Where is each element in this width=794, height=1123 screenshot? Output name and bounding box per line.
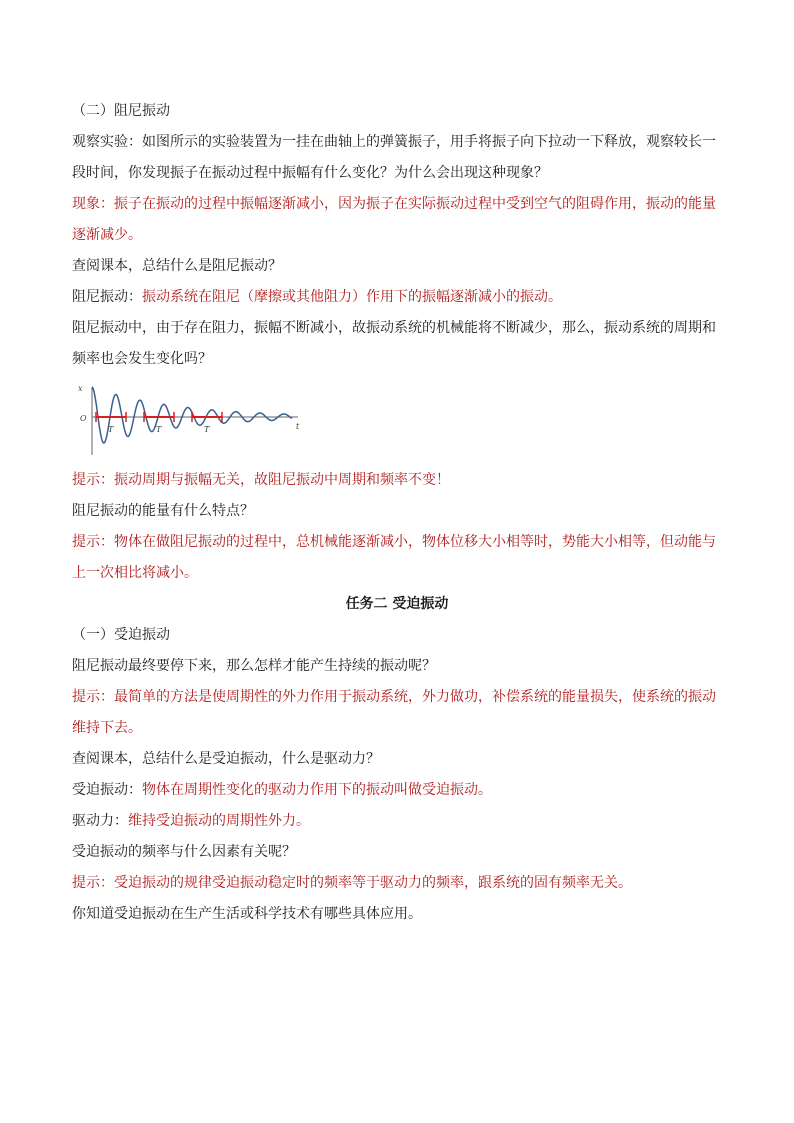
period-label-3: T [204, 425, 210, 434]
hint-4-text: 受迫振动的规律受迫振动稳定时的频率等于驱动力的频率，跟系统的固有频率无关。 [114, 875, 632, 891]
driving-label: 驱动力： [72, 813, 128, 829]
section-b-title: （二）阻尼振动 [72, 103, 170, 119]
damped-label: 阻尼振动： [72, 289, 142, 305]
question-energy: 阻尼振动的能量有什么特点？ [72, 503, 254, 519]
damped-wave-chart [72, 381, 302, 461]
hint-2-text: 物体在做阻尼振动的过程中，总机械能逐渐减小，物体位移大小相等时，势能大小相等，但动能与上一次相比将减小。 [72, 534, 716, 581]
question-sustain: 阻尼振动最终要停下来，那么怎样才能产生持续的振动呢？ [72, 658, 436, 674]
forced-text: 物体在周期性变化的驱动力作用下的振动叫做受迫振动。 [142, 782, 492, 798]
forced-definition [72, 775, 722, 806]
observe-text: 如图所示的实验装置为一挂在曲轴上的弹簧振子，用手将振子向下拉动一下释放，观察较长一段时间，你发现振子在振动过程中振幅有什么变化？为什么会出现这种现象？ [72, 134, 716, 181]
hint-2 [72, 527, 722, 589]
hint-4-label: 提示： [72, 875, 114, 891]
observe-paragraph [72, 127, 722, 189]
phenomenon-label: 现象： [72, 196, 114, 212]
hint-1-text: 振动周期与振幅无关，故阻尼振动中周期和频率不变！ [114, 472, 450, 488]
question-application: 你知道受迫振动在生产生活或科学技术有哪些具体应用。 [72, 906, 422, 922]
driving-text: 维持受迫振动的周期性外力。 [128, 813, 310, 829]
period-label-2: T [156, 425, 162, 434]
hint-4 [72, 868, 722, 899]
phenomenon-paragraph [72, 189, 722, 251]
hint-3-text: 最简单的方法是使周期性的外力作用于振动系统，外力做功，补偿系统的能量损失，使系统的振动维持下去。 [72, 689, 716, 736]
damped-oscillation-figure [72, 381, 302, 461]
hint-2-label: 提示： [72, 534, 114, 550]
question-forced-definition: 查阅课本，总结什么是受迫振动，什么是驱动力？ [72, 751, 380, 767]
forced-label: 受迫振动： [72, 782, 142, 798]
phenomenon-text: 振子在振动的过程中振幅逐渐减小，因为振子在实际振动过程中受到空气的阻碍作用，振动的能量逐渐减少。 [72, 196, 716, 243]
task-2-title: 任务二 受迫振动 [345, 596, 449, 612]
question-damped-definition: 查阅课本，总结什么是阻尼振动？ [72, 258, 282, 274]
hint-3-label: 提示： [72, 689, 114, 705]
damped-question: 阻尼振动中，由于存在阻力，振幅不断减小，故振动系统的机械能将不断减少，那么，振动系统的周期和频率也会发生变化吗？ [72, 320, 716, 367]
hint-3 [72, 682, 722, 744]
axis-t-label: t [296, 422, 300, 431]
origin-label: O [80, 414, 87, 423]
question-frequency: 受迫振动的频率与什么因素有关呢？ [72, 844, 296, 860]
axis-x-label: x [78, 384, 83, 393]
damped-text: 振动系统在阻尼（摩擦或其他阻力）作用下的振幅逐渐减小的振动。 [142, 289, 562, 305]
period-label-1: T [108, 425, 114, 434]
hint-1-label: 提示： [72, 472, 114, 488]
section-a-title: （一）受迫振动 [72, 627, 170, 643]
document-page [72, 96, 722, 930]
observe-label: 观察实验： [72, 134, 142, 150]
hint-1 [72, 465, 722, 496]
driving-force-definition [72, 806, 722, 837]
damped-definition [72, 282, 722, 313]
